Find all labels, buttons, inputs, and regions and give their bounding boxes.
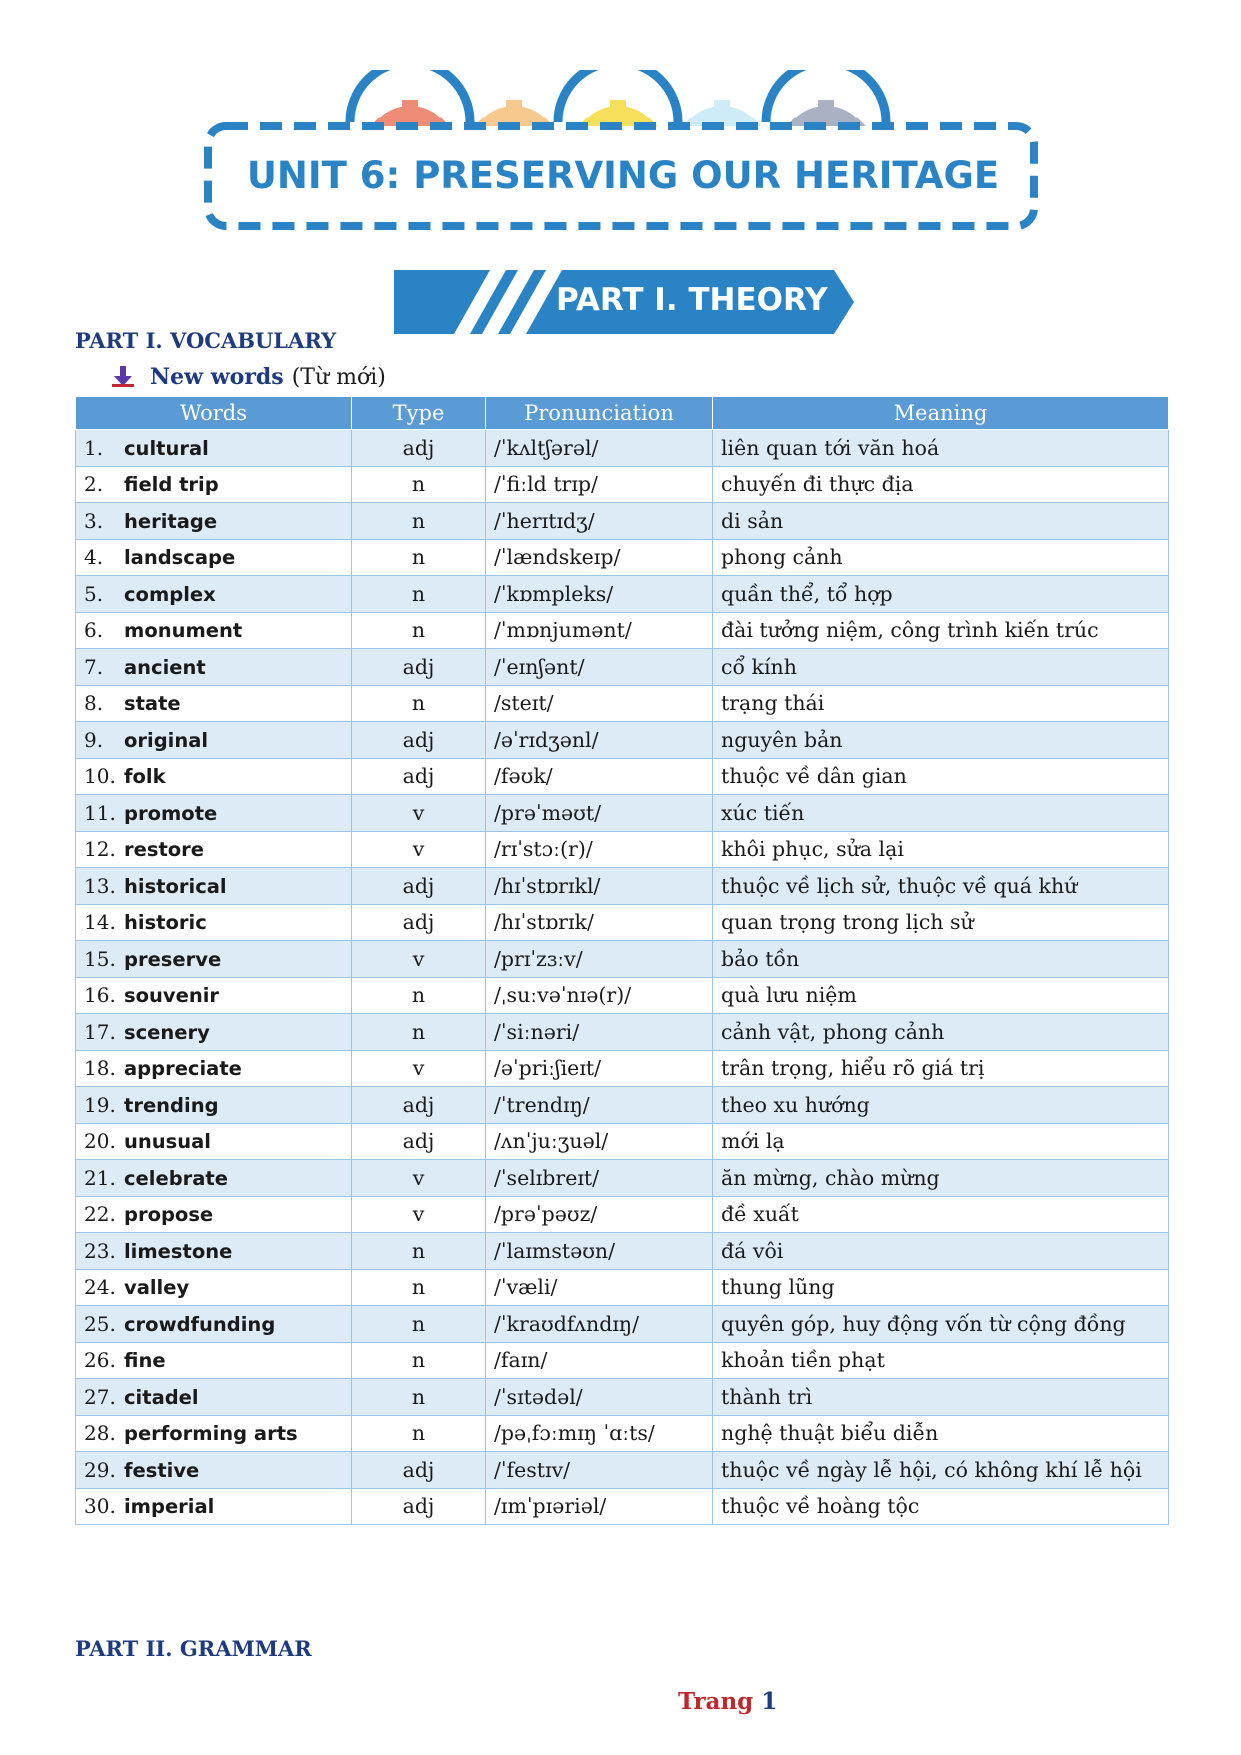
row-number: 19. [84, 1092, 116, 1117]
type-cell: adj [352, 1123, 486, 1160]
meaning-cell: ăn mừng, chào mừng [713, 1160, 1169, 1197]
row-number: 18. [84, 1056, 116, 1081]
pronunciation-cell: /prəˈpəʊz/ [486, 1196, 713, 1233]
row-number: 20. [84, 1129, 116, 1154]
row-number: 14. [84, 910, 116, 935]
word-cell [76, 1306, 352, 1343]
page-title: UNIT 6: PRESERVING OUR HERITAGE [246, 154, 1000, 197]
word-cell [76, 612, 352, 649]
meaning-cell: quần thể, tổ hợp [713, 576, 1169, 613]
word-text: cultural [124, 436, 209, 460]
type-cell: adj [352, 1087, 486, 1124]
type-cell: n [352, 1306, 486, 1343]
row-number: 26. [84, 1348, 116, 1373]
word-text: festive [124, 1458, 200, 1482]
pronunciation-cell: /prɪˈzɜːv/ [486, 941, 713, 978]
pronunciation-cell: /ˈselɪbreɪt/ [486, 1160, 713, 1197]
word-text: trending [124, 1093, 219, 1117]
word-cell [76, 649, 352, 686]
word-cell [76, 1196, 352, 1233]
meaning-cell: theo xu hướng [713, 1087, 1169, 1124]
word-cell [76, 1342, 352, 1379]
type-cell: n [352, 1415, 486, 1452]
pronunciation-cell: /ˈkʌltʃərəl/ [486, 430, 713, 467]
table-row [76, 1269, 1169, 1306]
new-words-label: New words [150, 364, 284, 390]
word-cell [76, 1452, 352, 1489]
type-cell: n [352, 1014, 486, 1051]
word-text: monument [124, 619, 243, 643]
pronunciation-cell: /ˈherɪtɪdʒ/ [486, 503, 713, 540]
pronunciation-cell: /pəˌfɔːmɪŋ ˈɑːts/ [486, 1415, 713, 1452]
vocabulary-table-body [76, 430, 1169, 1525]
row-number: 7. [84, 654, 104, 679]
new-words-subheading [110, 362, 386, 392]
word-text: complex [124, 582, 216, 606]
type-cell: adj [352, 1488, 486, 1525]
row-number: 10. [84, 764, 116, 789]
word-cell [76, 539, 352, 576]
meaning-cell: đài tưởng niệm, công trình kiến trúc [713, 612, 1169, 649]
page-number [678, 1688, 777, 1715]
type-cell: n [352, 1233, 486, 1270]
pronunciation-cell: /ˈfiːld trɪp/ [486, 466, 713, 503]
table-row [76, 1196, 1169, 1233]
table-row [76, 941, 1169, 978]
header-type: Type [352, 397, 486, 430]
word-text: folk [124, 765, 166, 789]
type-cell: adj [352, 904, 486, 941]
word-cell [76, 576, 352, 613]
pronunciation-cell: /ˈlændskeɪp/ [486, 539, 713, 576]
vocabulary-table [75, 396, 1169, 1525]
table-row [76, 1087, 1169, 1124]
pronunciation-cell: /ˈmɒnjumənt/ [486, 612, 713, 649]
word-cell [76, 1233, 352, 1270]
word-cell [76, 1014, 352, 1051]
type-cell: v [352, 941, 486, 978]
meaning-cell: quà lưu niệm [713, 977, 1169, 1014]
header-meaning: Meaning [713, 397, 1169, 430]
table-row [76, 1342, 1169, 1379]
table-row [76, 977, 1169, 1014]
word-cell [76, 685, 352, 722]
meaning-cell: trân trọng, hiểu rõ giá trị [713, 1050, 1169, 1087]
row-number: 28. [84, 1421, 116, 1446]
word-text: appreciate [124, 1057, 242, 1081]
word-text: fine [124, 1349, 166, 1373]
table-header-row [76, 397, 1169, 430]
table-row [76, 1233, 1169, 1270]
word-cell [76, 831, 352, 868]
word-cell [76, 941, 352, 978]
row-number: 25. [84, 1311, 116, 1336]
word-text: scenery [124, 1020, 210, 1044]
word-text: imperial [124, 1495, 215, 1519]
word-text: limestone [124, 1239, 233, 1263]
row-number: 2. [84, 472, 104, 497]
word-cell [76, 430, 352, 467]
new-words-translation: (Từ mới) [291, 364, 386, 390]
row-number: 3. [84, 508, 104, 533]
word-cell [76, 1050, 352, 1087]
word-text: heritage [124, 509, 218, 533]
word-text: restore [124, 838, 205, 862]
word-text: performing arts [124, 1422, 298, 1446]
table-row [76, 1415, 1169, 1452]
theory-label: PART I. THEORY [556, 282, 828, 318]
header-pronunciation: Pronunciation [486, 397, 713, 430]
type-cell: n [352, 977, 486, 1014]
meaning-cell: thuộc về ngày lễ hội, có không khí lễ hội [713, 1452, 1169, 1489]
page-word: Trang [678, 1688, 754, 1715]
row-number: 29. [84, 1457, 116, 1482]
type-cell: v [352, 1160, 486, 1197]
word-text: unusual [124, 1130, 211, 1154]
meaning-cell: di sản [713, 503, 1169, 540]
pronunciation-cell: /ˈsiːnəri/ [486, 1014, 713, 1051]
page-number-value: 1 [761, 1688, 778, 1715]
table-row [76, 1306, 1169, 1343]
meaning-cell: cảnh vật, phong cảnh [713, 1014, 1169, 1051]
pronunciation-cell: /ɪmˈpɪəriəl/ [486, 1488, 713, 1525]
table-row [76, 430, 1169, 467]
word-text: historic [124, 911, 207, 935]
pronunciation-cell: /ˈvæli/ [486, 1269, 713, 1306]
grammar-heading: PART II. GRAMMAR [75, 1636, 312, 1661]
type-cell: adj [352, 430, 486, 467]
word-text: souvenir [124, 984, 220, 1008]
meaning-cell: thành trì [713, 1379, 1169, 1416]
vocabulary-heading: PART I. VOCABULARY [75, 328, 337, 353]
meaning-cell: thuộc về lịch sử, thuộc về quá khứ [713, 868, 1169, 905]
type-cell: n [352, 576, 486, 613]
pronunciation-cell: /hɪˈstɒrɪkl/ [486, 868, 713, 905]
meaning-cell: phong cảnh [713, 539, 1169, 576]
table-row [76, 1160, 1169, 1197]
row-number: 11. [84, 800, 116, 825]
row-number: 22. [84, 1202, 116, 1227]
type-cell: adj [352, 1452, 486, 1489]
type-cell: v [352, 831, 486, 868]
table-row [76, 1379, 1169, 1416]
pronunciation-cell: /ˈkraʊdfʌndɪŋ/ [486, 1306, 713, 1343]
word-text: field trip [124, 473, 219, 497]
row-number: 16. [84, 983, 116, 1008]
pronunciation-cell: /ˈsɪtədəl/ [486, 1379, 713, 1416]
meaning-cell: liên quan tới văn hoá [713, 430, 1169, 467]
row-number: 23. [84, 1238, 116, 1263]
meaning-cell: mới lạ [713, 1123, 1169, 1160]
type-cell: adj [352, 868, 486, 905]
pronunciation-cell: /ˈfestɪv/ [486, 1452, 713, 1489]
meaning-cell: quan trọng trong lịch sử [713, 904, 1169, 941]
word-cell [76, 1415, 352, 1452]
meaning-cell: xúc tiến [713, 795, 1169, 832]
meaning-cell: thuộc về hoàng tộc [713, 1488, 1169, 1525]
word-cell [76, 904, 352, 941]
pronunciation-cell: /ˌsuːvəˈnɪə(r)/ [486, 977, 713, 1014]
word-cell [76, 795, 352, 832]
meaning-cell: khôi phục, sửa lại [713, 831, 1169, 868]
pronunciation-cell: /prəˈməʊt/ [486, 795, 713, 832]
theory-tag [394, 270, 854, 334]
table-row [76, 795, 1169, 832]
row-number: 9. [84, 727, 104, 752]
word-text: state [124, 692, 181, 716]
word-cell [76, 758, 352, 795]
word-text: propose [124, 1203, 214, 1227]
word-text: crowdfunding [124, 1312, 276, 1336]
word-cell [76, 1379, 352, 1416]
meaning-cell: khoản tiền phạt [713, 1342, 1169, 1379]
table-row [76, 722, 1169, 759]
table-row [76, 1452, 1169, 1489]
row-number: 8. [84, 691, 104, 716]
word-text: historical [124, 874, 227, 898]
type-cell: adj [352, 758, 486, 795]
word-cell [76, 977, 352, 1014]
meaning-cell: nghệ thuật biểu diễn [713, 1415, 1169, 1452]
row-number: 17. [84, 1019, 116, 1044]
type-cell: n [352, 539, 486, 576]
pronunciation-cell: /hɪˈstɒrɪk/ [486, 904, 713, 941]
type-cell: n [352, 1269, 486, 1306]
row-number: 5. [84, 581, 104, 606]
pronunciation-cell: /faɪn/ [486, 1342, 713, 1379]
word-text: celebrate [124, 1166, 228, 1190]
type-cell: n [352, 612, 486, 649]
word-text: valley [124, 1276, 190, 1300]
row-number: 12. [84, 837, 116, 862]
word-text: citadel [124, 1385, 199, 1409]
word-cell [76, 466, 352, 503]
table-row [76, 649, 1169, 686]
row-number: 15. [84, 946, 116, 971]
meaning-cell: cổ kính [713, 649, 1169, 686]
meaning-cell: nguyên bản [713, 722, 1169, 759]
word-cell [76, 722, 352, 759]
pronunciation-cell: /ˈkɒmpleks/ [486, 576, 713, 613]
pronunciation-cell: /ʌnˈjuːʒuəl/ [486, 1123, 713, 1160]
table-row [76, 612, 1169, 649]
word-text: promote [124, 801, 218, 825]
word-cell [76, 1087, 352, 1124]
pronunciation-cell: /ˈtrendɪŋ/ [486, 1087, 713, 1124]
word-cell [76, 1160, 352, 1197]
word-text: original [124, 728, 209, 752]
word-cell [76, 503, 352, 540]
type-cell: n [352, 466, 486, 503]
meaning-cell: chuyến đi thực địa [713, 466, 1169, 503]
type-cell: v [352, 795, 486, 832]
table-row [76, 685, 1169, 722]
down-arrow-icon [110, 364, 138, 390]
pronunciation-cell: /əˈrɪdʒənl/ [486, 722, 713, 759]
word-text: preserve [124, 947, 222, 971]
pronunciation-cell: /ˈeɪnʃənt/ [486, 649, 713, 686]
type-cell: adj [352, 722, 486, 759]
row-number: 1. [84, 435, 104, 460]
type-cell: adj [352, 649, 486, 686]
row-number: 27. [84, 1384, 116, 1409]
meaning-cell: đá vôi [713, 1233, 1169, 1270]
table-row [76, 868, 1169, 905]
row-number: 24. [84, 1275, 116, 1300]
word-cell [76, 1269, 352, 1306]
unit-title-banner [198, 70, 1048, 240]
table-row [76, 1050, 1169, 1087]
table-row [76, 831, 1169, 868]
word-cell [76, 868, 352, 905]
meaning-cell: thuộc về dân gian [713, 758, 1169, 795]
word-cell [76, 1123, 352, 1160]
row-number: 4. [84, 545, 104, 570]
table-row [76, 576, 1169, 613]
meaning-cell: đề xuất [713, 1196, 1169, 1233]
meaning-cell: thung lũng [713, 1269, 1169, 1306]
table-row [76, 466, 1169, 503]
word-text: landscape [124, 546, 236, 570]
pronunciation-cell: /ˈlaɪmstəʊn/ [486, 1233, 713, 1270]
type-cell: v [352, 1196, 486, 1233]
table-row [76, 1123, 1169, 1160]
word-text: ancient [124, 655, 206, 679]
table-row [76, 1014, 1169, 1051]
type-cell: v [352, 1050, 486, 1087]
row-number: 30. [84, 1494, 116, 1519]
row-number: 13. [84, 873, 116, 898]
table-row [76, 539, 1169, 576]
header-words: Words [76, 397, 352, 430]
table-row [76, 758, 1169, 795]
pronunciation-cell: /fəʊk/ [486, 758, 713, 795]
meaning-cell: bảo tồn [713, 941, 1169, 978]
row-number: 6. [84, 618, 104, 643]
pronunciation-cell: /steɪt/ [486, 685, 713, 722]
row-number: 21. [84, 1165, 116, 1190]
pronunciation-cell: /rɪˈstɔː(r)/ [486, 831, 713, 868]
table-row [76, 1488, 1169, 1525]
pronunciation-cell: /əˈpriːʃieɪt/ [486, 1050, 713, 1087]
type-cell: n [352, 1342, 486, 1379]
type-cell: n [352, 685, 486, 722]
meaning-cell: quyên góp, huy động vốn từ cộng đồng [713, 1306, 1169, 1343]
table-row [76, 904, 1169, 941]
table-row [76, 503, 1169, 540]
meaning-cell: trạng thái [713, 685, 1169, 722]
type-cell: n [352, 1379, 486, 1416]
type-cell: n [352, 503, 486, 540]
word-cell [76, 1488, 352, 1525]
